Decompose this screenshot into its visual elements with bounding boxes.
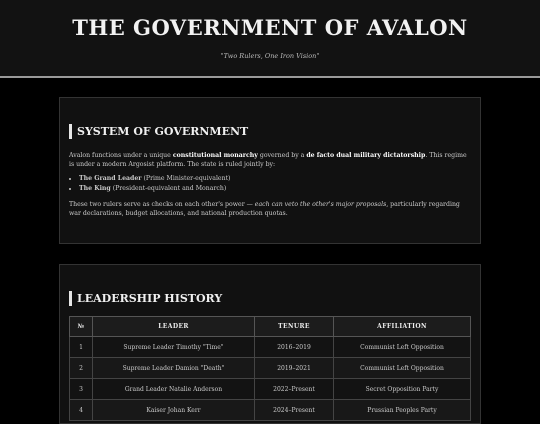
cell-number: 3 — [70, 379, 93, 400]
cell-tenure: 2019–2021 — [255, 358, 334, 379]
cell-leader: Kaiser Johan Kerr — [93, 400, 255, 421]
motto: "Two Rulers, One Iron Vision" — [220, 52, 320, 60]
text-run: , particularly regarding war declarations, budget allocations, and national production quotas. — [69, 201, 460, 217]
list-item — [79, 184, 471, 194]
cell-leader: Supreme Leader Timothy "Time" — [93, 337, 255, 358]
col-leader: LEADER — [93, 317, 255, 337]
cell-tenure: 2022–Present — [255, 379, 334, 400]
cell-number: 2 — [70, 358, 93, 379]
ruler-name: The King — [79, 185, 111, 192]
cell-affiliation: Prussian Peoples Party — [334, 400, 471, 421]
ruler-desc: (Prime Minister-equivalent) — [141, 175, 231, 182]
cell-affiliation: Communist Left Opposition — [334, 358, 471, 379]
table-row — [70, 358, 471, 379]
col-affiliation: AFFILIATION — [334, 317, 471, 337]
cell-affiliation: Secret Opposition Party — [334, 379, 471, 400]
system-title: SYSTEM OF GOVERNMENT — [69, 124, 471, 139]
text-run: These two rulers serve as checks on each other's power — — [69, 201, 255, 208]
cell-number: 1 — [70, 337, 93, 358]
text-run: Avalon functions under a unique — [69, 152, 173, 159]
cell-leader: Grand Leader Natalie Anderson — [93, 379, 255, 400]
system-paragraph-1 — [69, 151, 471, 169]
col-number: № — [70, 317, 93, 337]
table-row — [70, 400, 471, 421]
text-italic: each can veto the other's major proposals — [254, 201, 387, 208]
list-item — [79, 174, 471, 184]
table-row — [70, 379, 471, 400]
text-run: . This regime is under a modern Argosist platform. The state is ruled jointly by: — [69, 152, 467, 168]
ruler-name: The Grand Leader — [79, 175, 142, 182]
cell-affiliation: Communist Left Opposition — [334, 337, 471, 358]
leadership-table — [69, 316, 471, 421]
cell-leader: Supreme Leader Damion "Death" — [93, 358, 255, 379]
history-title: LEADERSHIP HISTORY — [69, 291, 471, 306]
ruler-desc: (President-equivalent and Monarch) — [110, 185, 227, 192]
text-bold: de facto dual military dictatorship — [306, 152, 426, 159]
table-header-row — [70, 317, 471, 337]
history-panel — [59, 264, 481, 424]
system-panel — [59, 97, 481, 244]
cell-tenure: 2016–2019 — [255, 337, 334, 358]
page-title: THE GOVERNMENT OF AVALON — [72, 15, 468, 40]
cell-tenure: 2024–Present — [255, 400, 334, 421]
system-paragraph-2 — [69, 200, 471, 218]
rulers-list — [69, 174, 471, 194]
table-row — [70, 337, 471, 358]
cell-number: 4 — [70, 400, 93, 421]
text-run: governed by a — [257, 152, 307, 159]
text-bold: constitutional monarchy — [172, 152, 258, 159]
col-tenure: TENURE — [255, 317, 334, 337]
page-header — [0, 0, 540, 78]
